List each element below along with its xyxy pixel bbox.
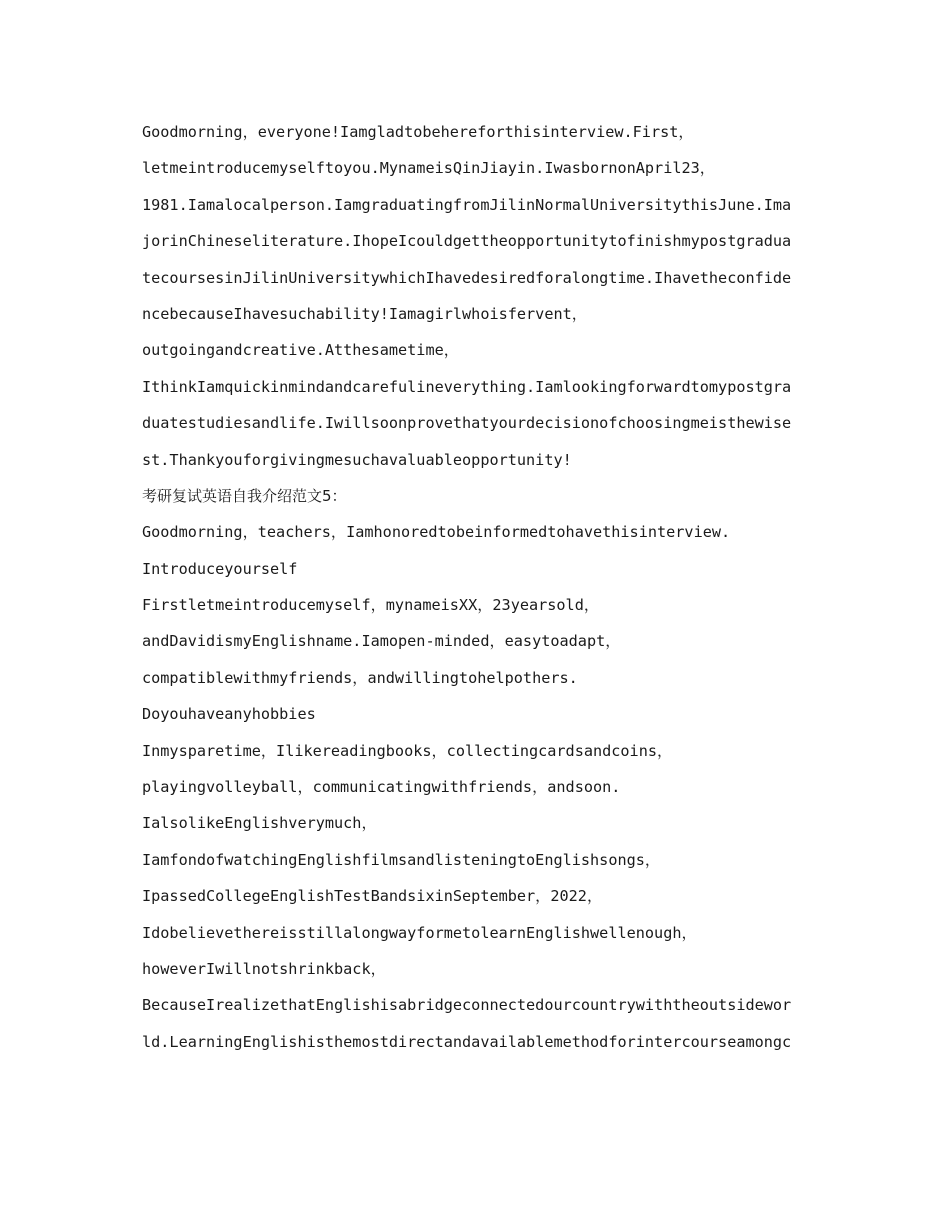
document-body [142, 118, 807, 1064]
text-line: howeverIwillnotshrinkback， [142, 959, 386, 978]
text-line: andDavidismyEnglishname.Iamopen-minded，easytoadapt， [142, 632, 621, 651]
text-line: playingvolleyball，communicatingwithfriends，andsoon. [142, 778, 621, 797]
text-line: 1981.Iamalocalperson.IamgraduatingfromJilinNormalUniversitythisJune.Ima [142, 195, 792, 214]
text-line: duatestudiesandlife.Iwillsoonprovethatyourdecisionofchoosingmeisthewise [142, 414, 792, 433]
text-line: Goodmorning，teachers，Iamhonoredtobeinformedtohavethisinterview. [142, 523, 731, 542]
text-line: compatiblewithmyfriends，andwillingtohelpothers. [142, 668, 578, 687]
text-line: Inmysparetime，Ilikereadingbooks，collectingcardsandcoins， [142, 741, 673, 760]
text-line: tecoursesinJilinUniversitywhichIhavedesiredforalongtime.Ihavetheconfide [142, 268, 792, 287]
text-line: IamfondofwatchingEnglishfilmsandlisteningtoEnglishsongs， [142, 850, 661, 869]
text-line: outgoingandcreative.Atthesametime， [142, 341, 459, 360]
text-line: Introduceyourself [142, 559, 298, 578]
section-heading: 考研复试英语自我介绍范文5： [142, 486, 347, 505]
text-line: letmeintroducemyselftoyou.MynameisQinJiayin.IwasbornonApril23， [142, 159, 715, 178]
text-line: BecauseIrealizethatEnglishisabridgeconnectedourcountrywiththeoutsidewor [142, 996, 792, 1015]
text-line: jorinChineseliterature.IhopeIcouldgettheopportunitytofinishmypostgradua [142, 232, 792, 251]
text-line: Firstletmeintroducemyself，mynameisXX，23yearsold， [142, 596, 600, 615]
text-line: Goodmorning，everyone!Iamgladtobehereforthisinterview.First， [142, 123, 694, 141]
text-line: IalsolikeEnglishverymuch， [142, 814, 377, 833]
text-line: IdobelievethereisstillalongwayformetolearnEnglishwellenough， [142, 923, 697, 942]
text-line: ncebecauseIhavesuchability!Iamagirlwhoisfervent， [142, 304, 587, 323]
text-line: Doyouhaveanyhobbies [142, 705, 316, 724]
text-line: IpassedCollegeEnglishTestBandsixinSeptember，2022， [142, 887, 603, 906]
text-line: st.Thankyouforgivingmesuchavaluableopportunity! [142, 450, 572, 469]
text-line: IthinkIamquickinmindandcarefulineverything.Iamlookingforwardtomypostgra [142, 377, 792, 396]
text-line: ld.LearningEnglishisthemostdirectandavailablemethodforintercourseamongc [142, 1032, 792, 1051]
